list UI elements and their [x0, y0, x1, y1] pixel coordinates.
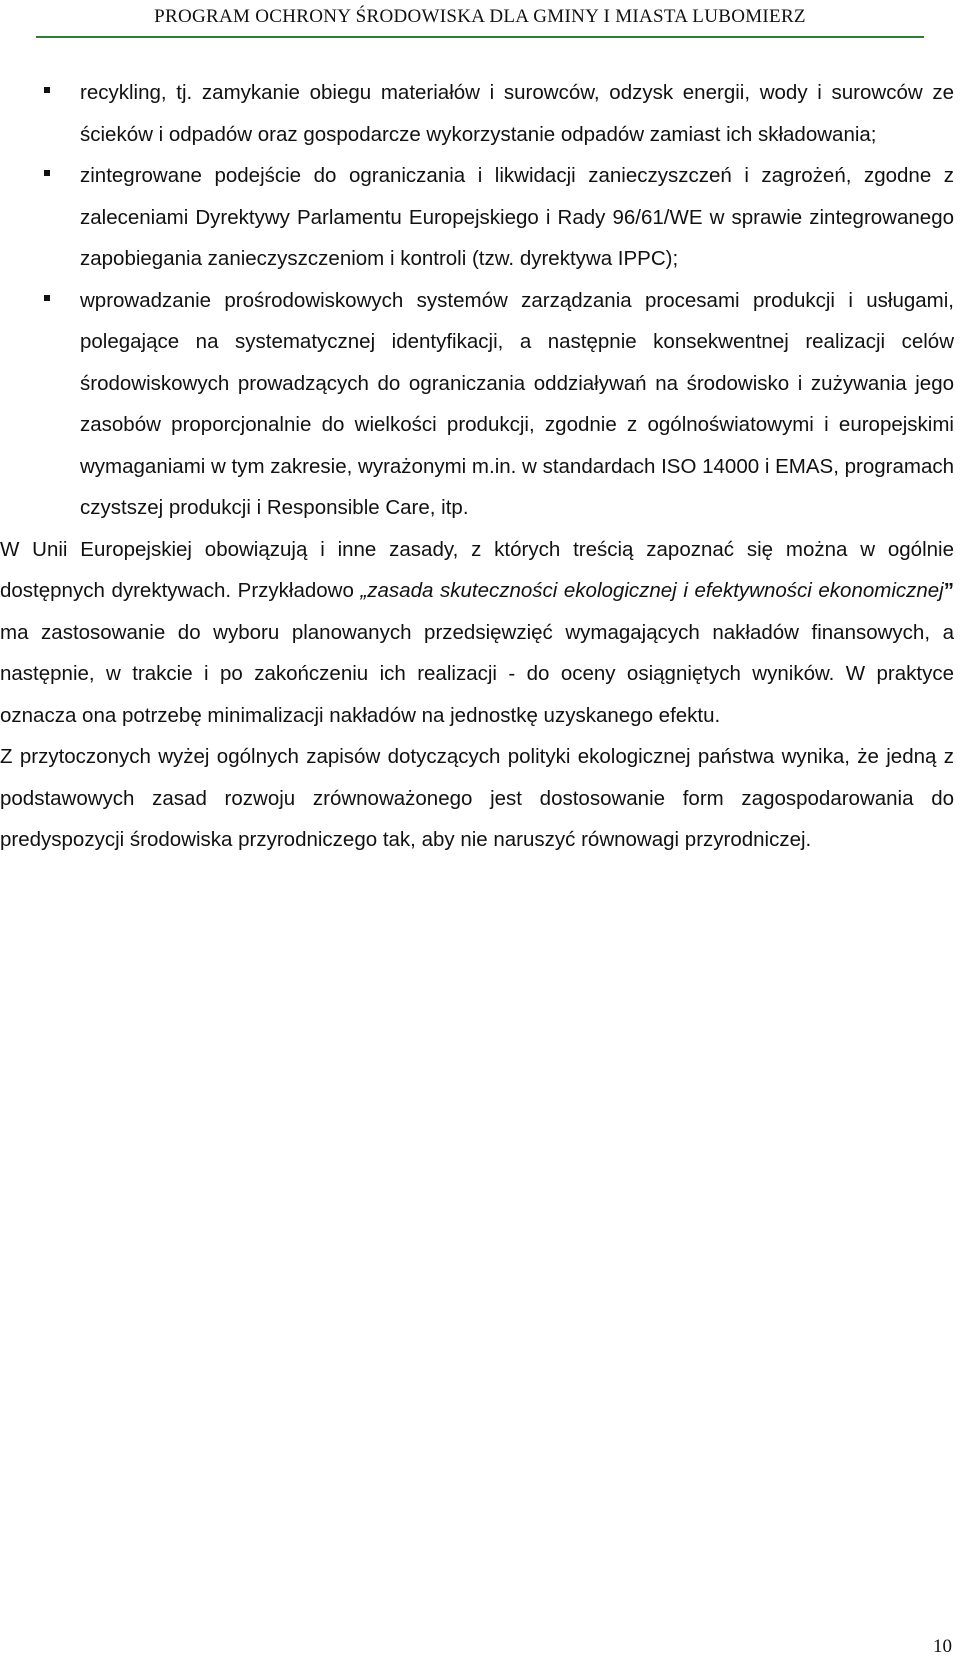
list-item-text: wprowadzanie prośrodowiskowych systemów zarządzania procesami produkcji i usługami, polegające na systematycznej identyfikacji, a następnie konsekwentnej realizacji celów środowiskowych prowadzących do ograniczania oddziaływań na środowisko i zużywania jego zasobów proporcjonalnie do wielkości produkcji, zgodnie z ogólnoświatowymi i europejskimi wymaganiami w tym zakresie, wyrażonymi m.in. w standardach ISO 14000 i EMAS, programach czystszej produkcji i Responsible Care, itp. — [80, 288, 954, 519]
list-item — [0, 155, 954, 280]
list-item-text: zintegrowane podejście do ograniczania i likwidacji zanieczyszczeń i zagrożeń, zgodne z zaleceniami Dyrektywy Parlamentu Europejskiego i Rady 96/61/WE w sprawie zintegrowanego zapobiegania zanieczyszczeniom i kontroli (tzw. dyrektywa IPPC); — [80, 164, 954, 270]
header-title: PROGRAM OCHRONY ŚRODOWISKA DLA GMINY I MIASTA LUBOMIERZ — [154, 6, 806, 27]
page-number: 10 — [933, 1636, 952, 1657]
document-body — [0, 72, 954, 861]
list-item — [0, 72, 954, 155]
square-bullet-icon — [44, 295, 50, 301]
paragraph-text: W Unii Europejskiej obowiązują i inne zasady, z których treścią zapoznać się można w ogólnie dostępnych dyrektywach. Przykładowo — [0, 537, 954, 602]
page-header — [36, 0, 924, 38]
closing-quote: ” — [943, 579, 954, 602]
square-bullet-icon — [44, 87, 50, 93]
list-item — [0, 280, 954, 529]
principle-name: „zasada skuteczności ekologicznej i efektywności ekonomicznej — [360, 579, 944, 602]
bullet-list — [0, 72, 954, 529]
square-bullet-icon — [44, 170, 50, 176]
paragraph-eu-principles — [0, 529, 954, 737]
paragraph-conclusion: Z przytoczonych wyżej ogólnych zapisów dotyczących polityki ekologicznej państwa wynika, że jedną z podstawowych zasad rozwoju zrównoważonego jest dostosowanie form zagospodarowania do predyspozycji środowiska przyrodniczego tak, aby nie naruszyć równowagi przyrodniczej. — [0, 745, 954, 851]
list-item-text: recykling, tj. zamykanie obiegu materiałów i surowców, odzysk energii, wody i surowców ze ścieków i odpadów oraz gospodarcze wykorzystanie odpadów zamiast ich składowania; — [80, 81, 954, 146]
paragraph-text: ma zastosowanie do wyboru planowanych przedsięwzięć wymagających nakładów finansowych, a następnie, w trakcie i po zakończeniu ich realizacji - do oceny osiągniętych wyników. W praktyce oznacza ona potrzebę minimalizacji nakładów na jednostkę uzyskanego efektu. — [0, 620, 954, 727]
